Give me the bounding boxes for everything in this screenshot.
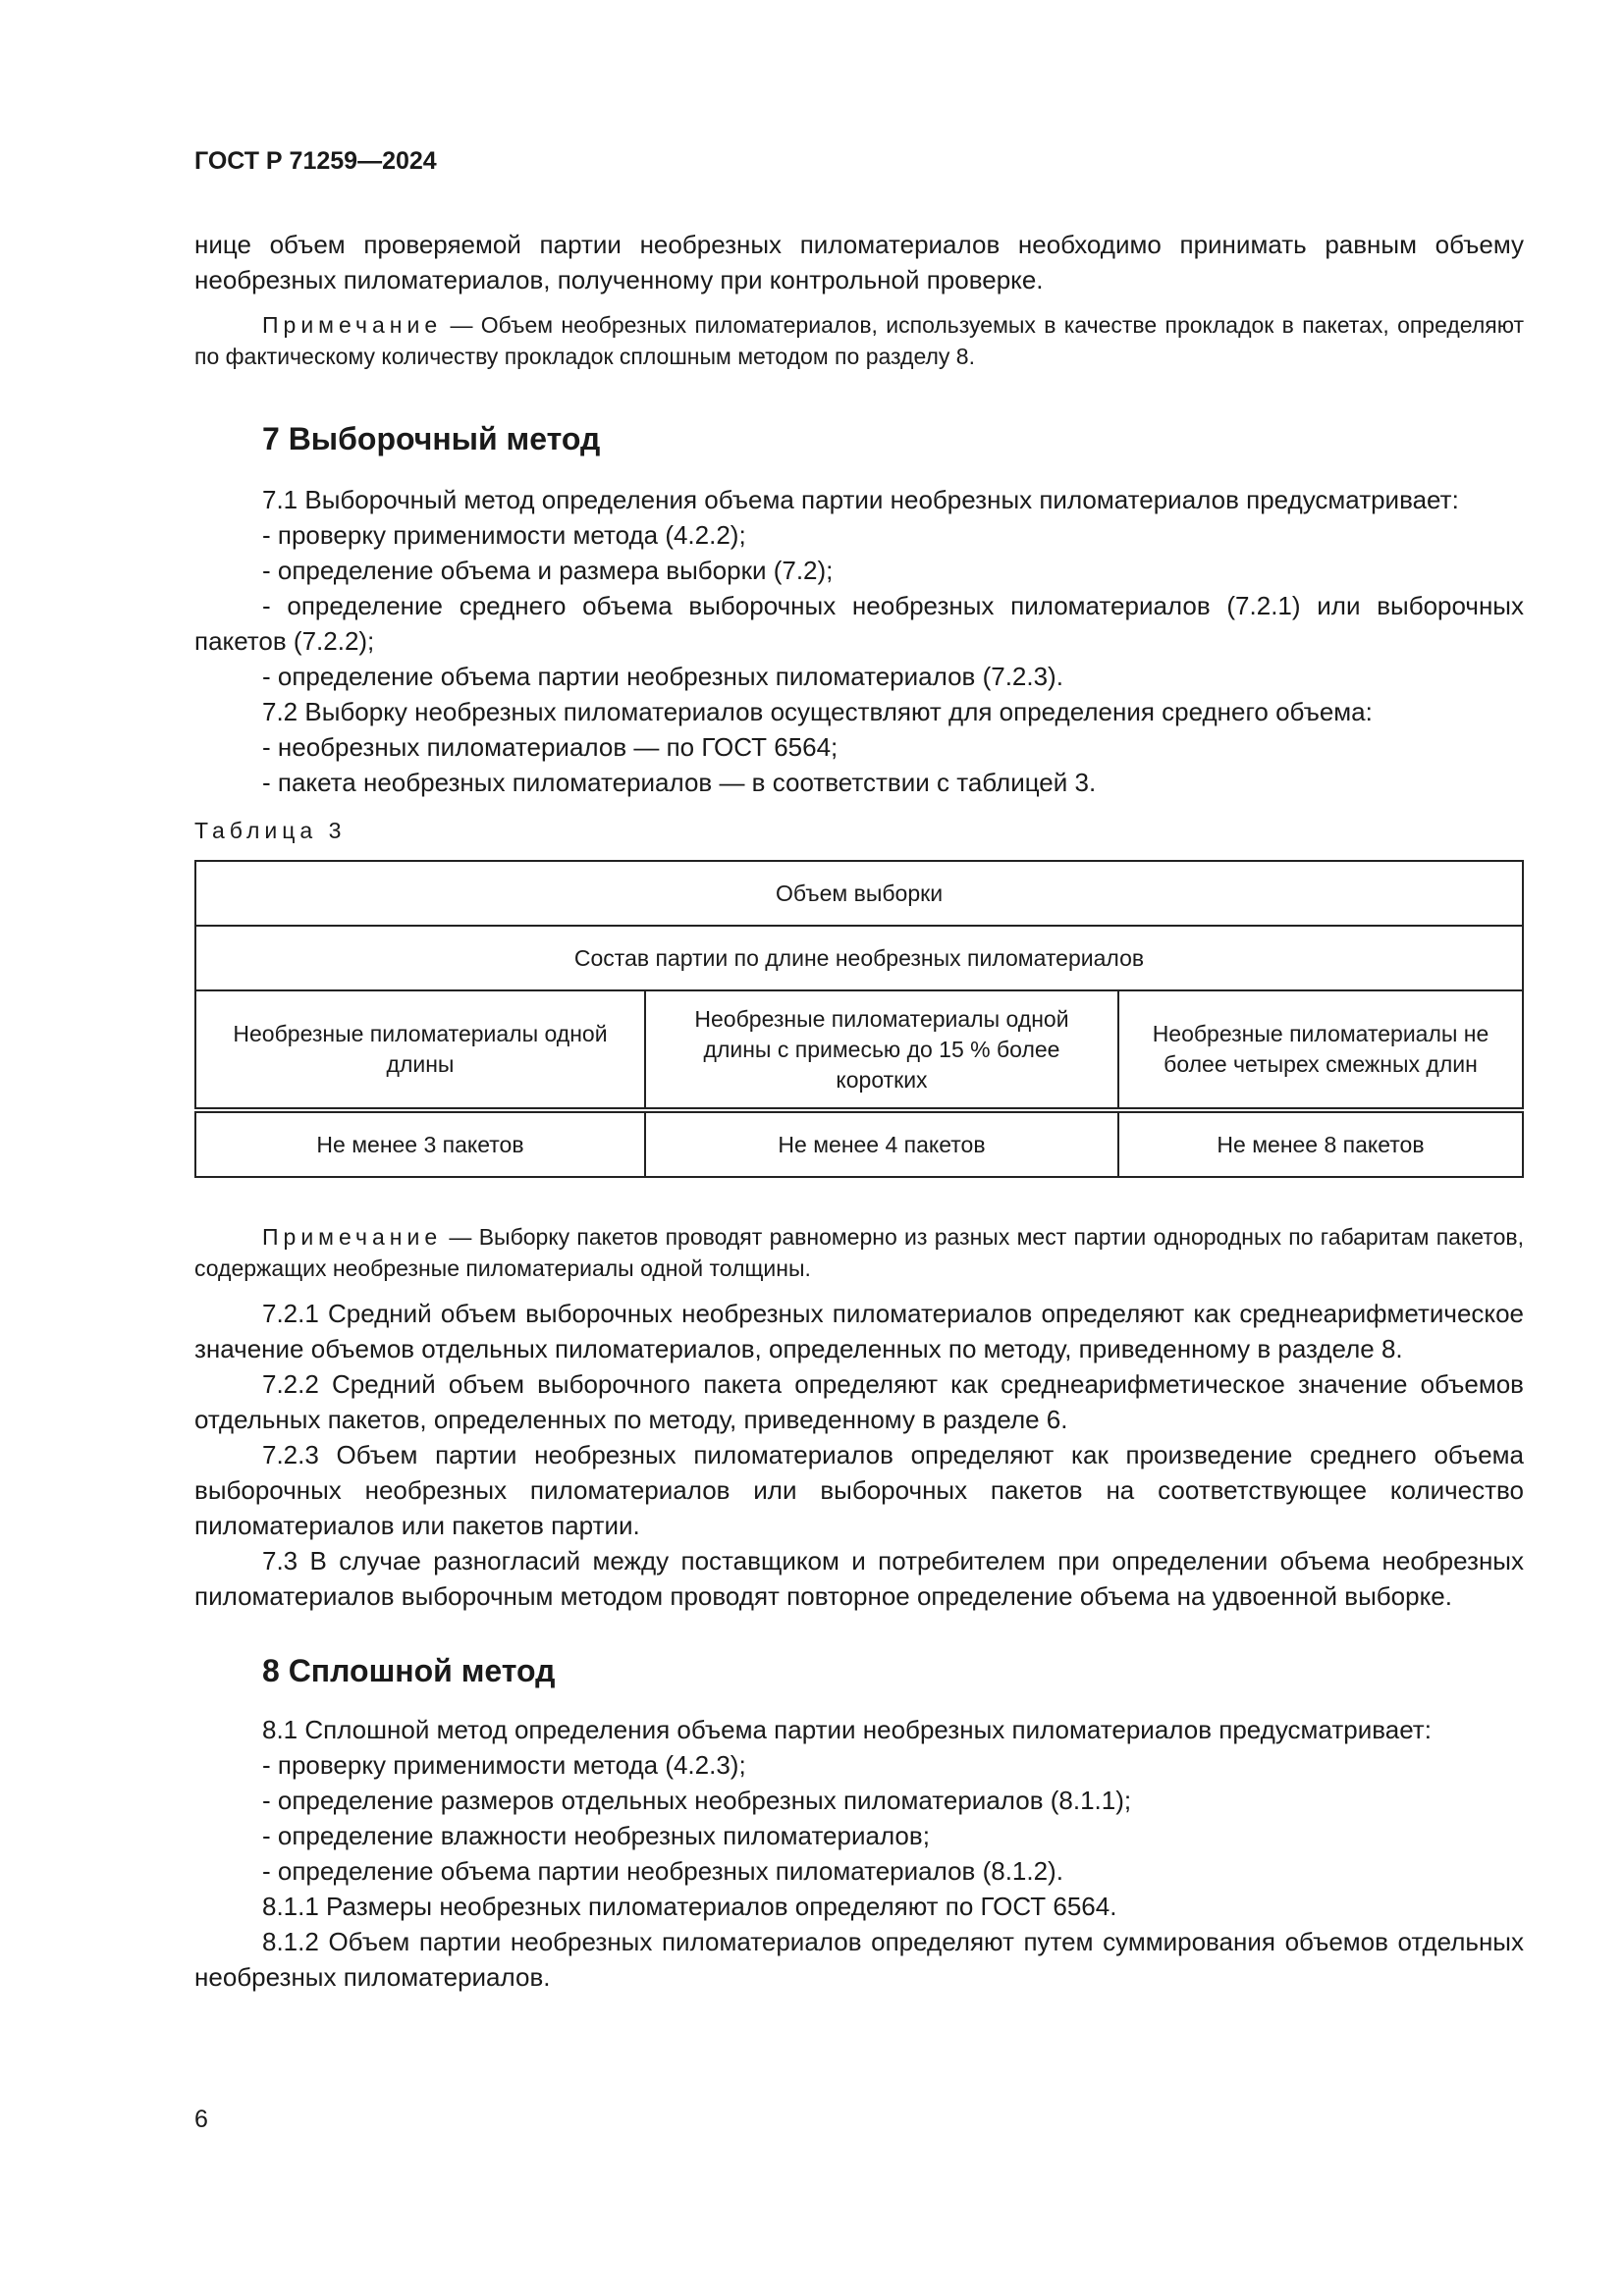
paragraph-7-2-1: 7.2.1 Средний объем выборочных необрезных пиломатериалов определяют как среднеарифметическое значение объемов отдельных пиломатериалов, определенных по методу, приведенному в разделе 8. (194, 1299, 1524, 1363)
table-header-cell: Необрезные пиломатериалы не более четырех смежных длин (1118, 990, 1523, 1110)
list-item: - определение объема партии необрезных пиломатериалов (7.2.3). (262, 662, 1063, 691)
list-item: - определение объема и размера выборки (7.2); (262, 556, 834, 585)
note-label: Примечание (262, 1224, 443, 1250)
table-header-cell: Необрезные пиломатериалы одной длины (195, 990, 645, 1110)
table-value-cell: Не менее 4 пакетов (645, 1110, 1118, 1177)
list-item: - определение объема партии необрезных пиломатериалов (8.1.2). (262, 1856, 1063, 1886)
table-value-cell: Не менее 3 пакетов (195, 1110, 645, 1177)
table-subtitle-cell: Состав партии по длине необрезных пиломатериалов (195, 926, 1523, 990)
paragraph-7-1: 7.1 Выборочный метод определения объема партии необрезных пиломатериалов предусматривает: (262, 485, 1459, 514)
paragraph-7-2: 7.2 Выборку необрезных пиломатериалов осуществляют для определения среднего объема: (262, 697, 1373, 726)
section-8-title: 8 Сплошной метод (262, 1653, 556, 1688)
list-item: - определение влажности необрезных пиломатериалов; (262, 1821, 930, 1850)
paragraph-7-3: 7.3 В случае разногласий между поставщиком и потребителем при определении объема необрезных пиломатериалов выборочным методом проводят повторное определение объема на удвоенной выборке. (194, 1546, 1524, 1611)
paragraph-8-1: 8.1 Сплошной метод определения объема партии необрезных пиломатериалов предусматривает: (262, 1715, 1432, 1744)
paragraph-7-2-3: 7.2.3 Объем партии необрезных пиломатериалов определяют как произведение среднего объема выборочных необрезных пиломатериалов или выборочных пакетов на соответствующее количество пиломатериалов или пакетов партии. (194, 1440, 1524, 1540)
document-header: ГОСТ Р 71259—2024 (194, 147, 437, 175)
table-header-cell: Необрезные пиломатериалы одной длины с примесью до 15 % более коротких (645, 990, 1118, 1110)
table-value-cell: Не менее 8 пакетов (1118, 1110, 1523, 1177)
table-caption: Таблица 3 (194, 818, 347, 843)
list-item: - определение размеров отдельных необрезных пиломатериалов (8.1.1); (262, 1786, 1132, 1815)
list-item: - проверку применимости метода (4.2.3); (262, 1750, 746, 1780)
paragraph-8-1-2: 8.1.2 Объем партии необрезных пиломатериалов определяют путем суммирования объемов отдельных необрезных пиломатериалов. (194, 1927, 1524, 1992)
note-text: — Объем необрезных пиломатериалов, используемых в качестве прокладок в пакетах, определяют по фактическому количеству прокладок сплошным методом по разделу 8. (194, 312, 1524, 369)
table-title-cell: Объем выборки (195, 861, 1523, 926)
intro-paragraph: нице объем проверяемой партии необрезных пиломатериалов необходимо принимать равным объему необрезных пиломатериалов, полученному при контрольной проверке. (194, 230, 1524, 294)
list-item: - определение среднего объема выборочных необрезных пиломатериалов (7.2.1) или выборочных пакетов (7.2.2); (194, 591, 1524, 656)
list-item: - необрезных пиломатериалов — по ГОСТ 6564; (262, 732, 839, 762)
list-item: - пакета необрезных пиломатериалов — в соответствии с таблицей 3. (262, 768, 1097, 797)
sample-size-table (194, 860, 1524, 1178)
list-item: - проверку применимости метода (4.2.2); (262, 520, 746, 550)
intro-note (194, 309, 1524, 372)
paragraph-7-2-2: 7.2.2 Средний объем выборочного пакета определяют как среднеарифметическое значение объемов отдельных пакетов, определенных по методу, приведенному в разделе 6. (194, 1369, 1524, 1434)
page-number: 6 (194, 2106, 208, 2133)
table-note (194, 1221, 1524, 1284)
paragraph-8-1-1: 8.1.1 Размеры необрезных пиломатериалов определяют по ГОСТ 6564. (262, 1892, 1117, 1921)
document-page (194, 147, 1524, 1995)
note-label: Примечание (262, 312, 443, 338)
section-7-title: 7 Выборочный метод (262, 421, 601, 456)
note-text: — Выборку пакетов проводят равномерно из разных мест партии однородных по габаритам пакетов, содержащих необрезные пиломатериалы одной толщины. (194, 1224, 1524, 1281)
